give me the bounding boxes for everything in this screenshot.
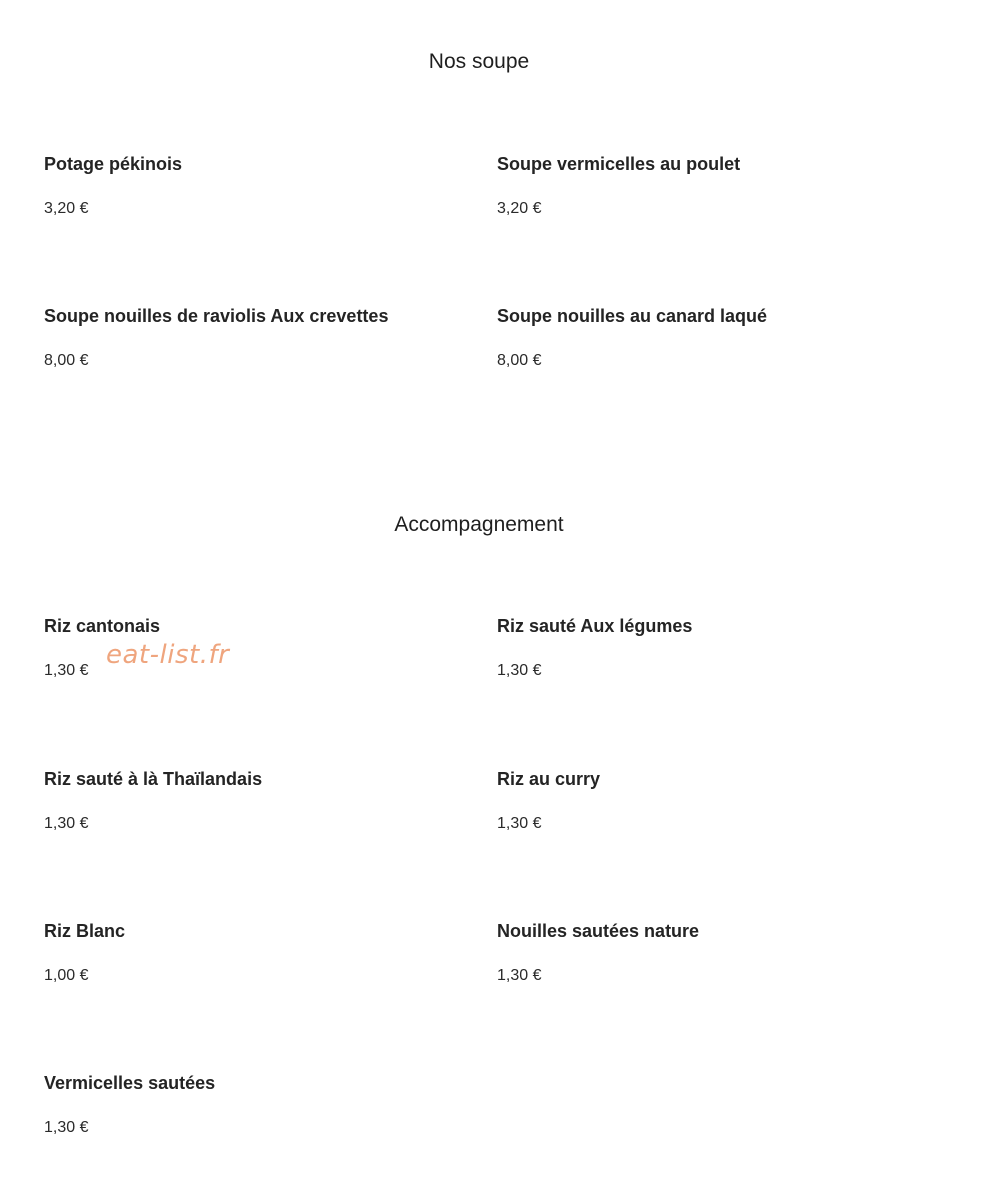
menu-item-price: 1,00 € — [44, 967, 89, 984]
menu-item-price: 1,30 € — [497, 662, 542, 679]
menu-item-name: Soupe nouilles de raviolis Aux crevettes — [44, 306, 389, 326]
menu-item — [497, 919, 937, 987]
menu-item-name: Riz cantonais — [44, 616, 161, 636]
menu-item — [497, 767, 937, 835]
section-title-soupes: Nos soupe — [428, 50, 530, 73]
menu-item-price: 1,30 € — [44, 662, 89, 679]
section-title-accompagnement: Accompagnement — [394, 513, 564, 536]
menu-item — [44, 1071, 484, 1139]
menu-item-name: Riz sauté Aux légumes — [497, 616, 693, 636]
menu-item — [44, 767, 484, 835]
menu-item-price: 3,20 € — [497, 200, 542, 217]
menu-item — [44, 152, 484, 220]
menu-item-price: 1,30 € — [44, 1119, 89, 1136]
menu-item — [44, 919, 484, 987]
menu-item-name: Riz sauté à là Thaïlandais — [44, 769, 263, 789]
menu-item-price: 1,30 € — [497, 815, 542, 832]
menu-item-price: 3,20 € — [44, 200, 89, 217]
menu-item-name: Potage pékinois — [44, 154, 183, 174]
menu-item-name: Riz au curry — [497, 769, 601, 789]
menu-item — [497, 614, 937, 682]
menu-item-price: 8,00 € — [44, 352, 89, 369]
menu-item — [497, 304, 937, 372]
menu-item-name: Riz Blanc — [44, 921, 126, 941]
menu-item-name: Soupe vermicelles au poulet — [497, 154, 741, 174]
menu-item-price: 1,30 € — [44, 815, 89, 832]
menu-item — [44, 304, 484, 372]
menu-item-price: 1,30 € — [497, 967, 542, 984]
menu-item-price: 8,00 € — [497, 352, 542, 369]
menu-item-name: Nouilles sautées nature — [497, 921, 700, 941]
watermark: eat-list.fr — [106, 640, 230, 670]
menu-item — [497, 152, 937, 220]
menu-item-name: Soupe nouilles au canard laqué — [497, 306, 768, 326]
menu-item-name: Vermicelles sautées — [44, 1073, 216, 1093]
